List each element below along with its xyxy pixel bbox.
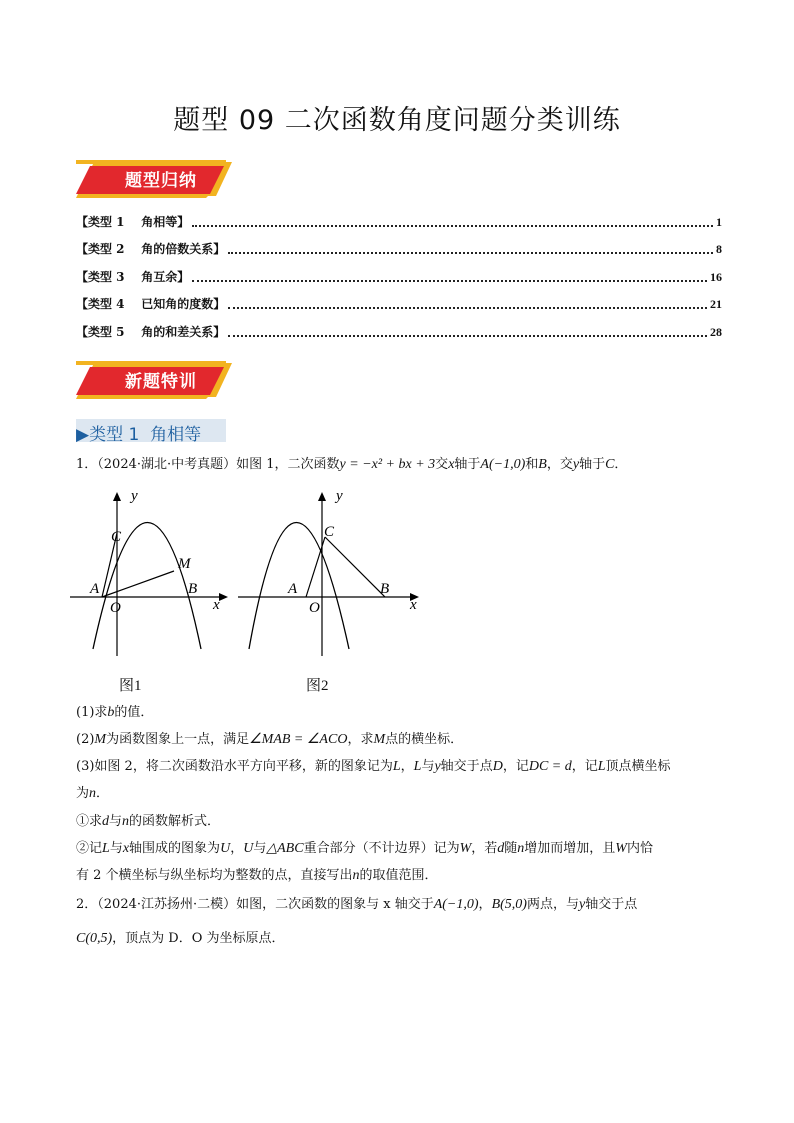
point-c-label: C [324, 524, 335, 540]
figure-1-graph [70, 486, 240, 666]
point-c-label: C [111, 529, 122, 545]
toc-label: 【类型 1 角相等】 [76, 215, 190, 229]
toc-row[interactable] [76, 214, 722, 230]
toc-row[interactable] [76, 241, 722, 257]
practice-banner [76, 359, 232, 401]
question-1-part-2: (2)M为函数图象上一点，满足∠MAB = ∠ACO，求M点的横坐标． [76, 732, 464, 747]
toc-page: 8 [716, 242, 722, 256]
toc-leader [228, 307, 707, 309]
toc-label: 【类型 4 已知角的度数】 [76, 297, 226, 311]
toc-label: 【类型 2 角的倍数关系】 [76, 242, 226, 256]
point-a-label: A [90, 581, 100, 597]
question-1-part-3-1: ①求d与n的函数解析式． [76, 814, 221, 829]
toc-row[interactable] [76, 269, 722, 285]
page-title: 题型 09 二次函数角度问题分类训练 [173, 105, 621, 136]
toc-leader [228, 252, 713, 254]
banner-label: 题型归纳 [125, 171, 197, 191]
question-1-part-3: (3)如图 2，将二次函数沿水平方向平移，新的图象记为L，L与y轴交于点D，记DC = d，记L顶点横坐标 [76, 759, 671, 774]
point-b-label: B [380, 581, 390, 597]
toc-page: 16 [710, 270, 722, 284]
toc-label: 【类型 3 角互余】 [76, 270, 190, 284]
point-b-label: B [188, 581, 198, 597]
question-1-stem: 1．（2024·湖北·中考真题）如图 1，二次函数y = −x² + bx + 3交x轴于A(−1,0)和B，交y轴于C． [76, 457, 628, 472]
figure-2-graph [238, 486, 424, 666]
summary-banner [76, 158, 232, 200]
question-1-part-3-2: ②记L与x轴围成的图象为U，U与△ABC重合部分（不计边界）记为W，若d随n增加而增加，且W内恰 [76, 841, 653, 856]
origin-label: O [309, 600, 320, 616]
question-1-part-1: (1)求b的值． [76, 705, 154, 720]
question-2-stem: 2．（2024·江苏扬州·二模）如图，二次函数的图象与 x 轴交于A(−1,0)，B(5,0)两点，与y轴交于点 [76, 897, 638, 912]
toc-page: 21 [710, 297, 722, 311]
toc-leader [192, 280, 707, 282]
y-axis-label: y [336, 488, 343, 504]
toc-leader [192, 225, 713, 227]
toc-row[interactable] [76, 324, 722, 340]
y-axis-label: y [131, 488, 138, 504]
origin-label: O [110, 600, 121, 616]
toc-row[interactable] [76, 296, 722, 312]
toc-page: 1 [716, 215, 722, 229]
x-axis-label: x [410, 597, 417, 613]
point-m-label: M [178, 556, 191, 572]
question-1-part-3-2-cont: 有 2 个横坐标与纵坐标均为整数的点，直接写出n的取值范围． [76, 868, 438, 883]
section-header [76, 419, 226, 445]
section-title: ▶类型 1 角相等 [76, 425, 202, 445]
point-a-label: A [288, 581, 298, 597]
toc-leader [228, 335, 707, 337]
figure-2-caption: 图2 [306, 678, 329, 694]
figure-1-caption: 图1 [119, 678, 142, 694]
banner-label: 新题特训 [125, 372, 197, 392]
question-2-stem-cont: C(0,5)，顶点为 D．O 为坐标原点． [76, 931, 285, 946]
question-1-part-3-cont: 为n． [76, 786, 110, 801]
toc-page: 28 [710, 325, 722, 339]
x-axis-label: x [213, 597, 220, 613]
toc-label: 【类型 5 角的和差关系】 [76, 325, 226, 339]
